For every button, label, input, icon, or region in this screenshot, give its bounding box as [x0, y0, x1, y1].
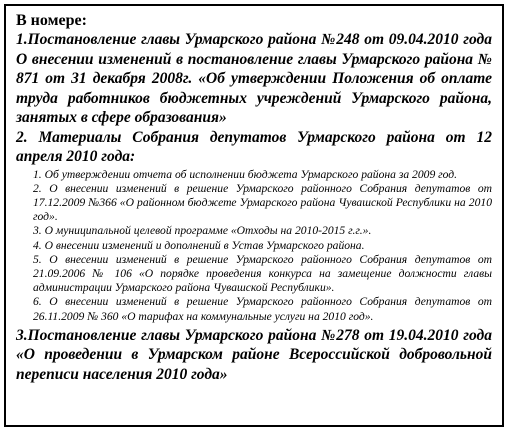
sub-item-4: 4. О внесении изменений и дополнений в Устав Урмарского района.	[33, 238, 365, 252]
sub-item-6: 6. О внесении изменений в решение Урмарского районного Собрания депутатов от 26.11.2009 № 360 «О тарифах на коммунальные услуги на 2010 год».	[33, 295, 492, 323]
sub-item-1: 1. Об утверждении отчета об исполнении бюджета Урмарского района за 2009 год.	[33, 167, 458, 181]
contents-item-1: 1.Постановление главы Урмарского района №248 от 09.04.2010 года О внесении изменений в постановление главы Урмарского района № 871 от 31 декабря 2008г. «Об утверждении Положения об оплате труда работников бюджетных учреждений Урмарского района, занятых в сфере образования»	[16, 31, 492, 126]
sub-item-3: 3. О муниципальной целевой программе «Отходы на 2010-2015 г.г.».	[33, 224, 372, 238]
contents-item-2: 2. Материалы Собрания депутатов Урмарского района от 12 апреля 2010 года:	[16, 128, 492, 165]
contents-item-2-sublist	[16, 168, 492, 324]
contents-heading: В номере:	[16, 12, 87, 29]
contents-item-3: 3.Постановление главы Урмарского района №278 от 19.04.2010 года «О проведении в Урмарском районе Всероссийской добровольной переписи населения 2010 года»	[16, 326, 492, 383]
document-frame	[4, 4, 504, 427]
sub-item-2: 2. О внесении изменений в решение Урмарского районного Собрания депутатов от 17.12.2009 №366 «О районном бюджете Урмарского района Чувашской Республики на 2010 год».	[33, 181, 492, 224]
sub-item-5: 5. О внесении изменений в решение Урмарского районного Собрания депутатов от 21.09.2006 № 106 «О порядке проведения конкурса на замещение должности главы администрации Урмарского района Чувашской Республики».	[33, 252, 492, 295]
